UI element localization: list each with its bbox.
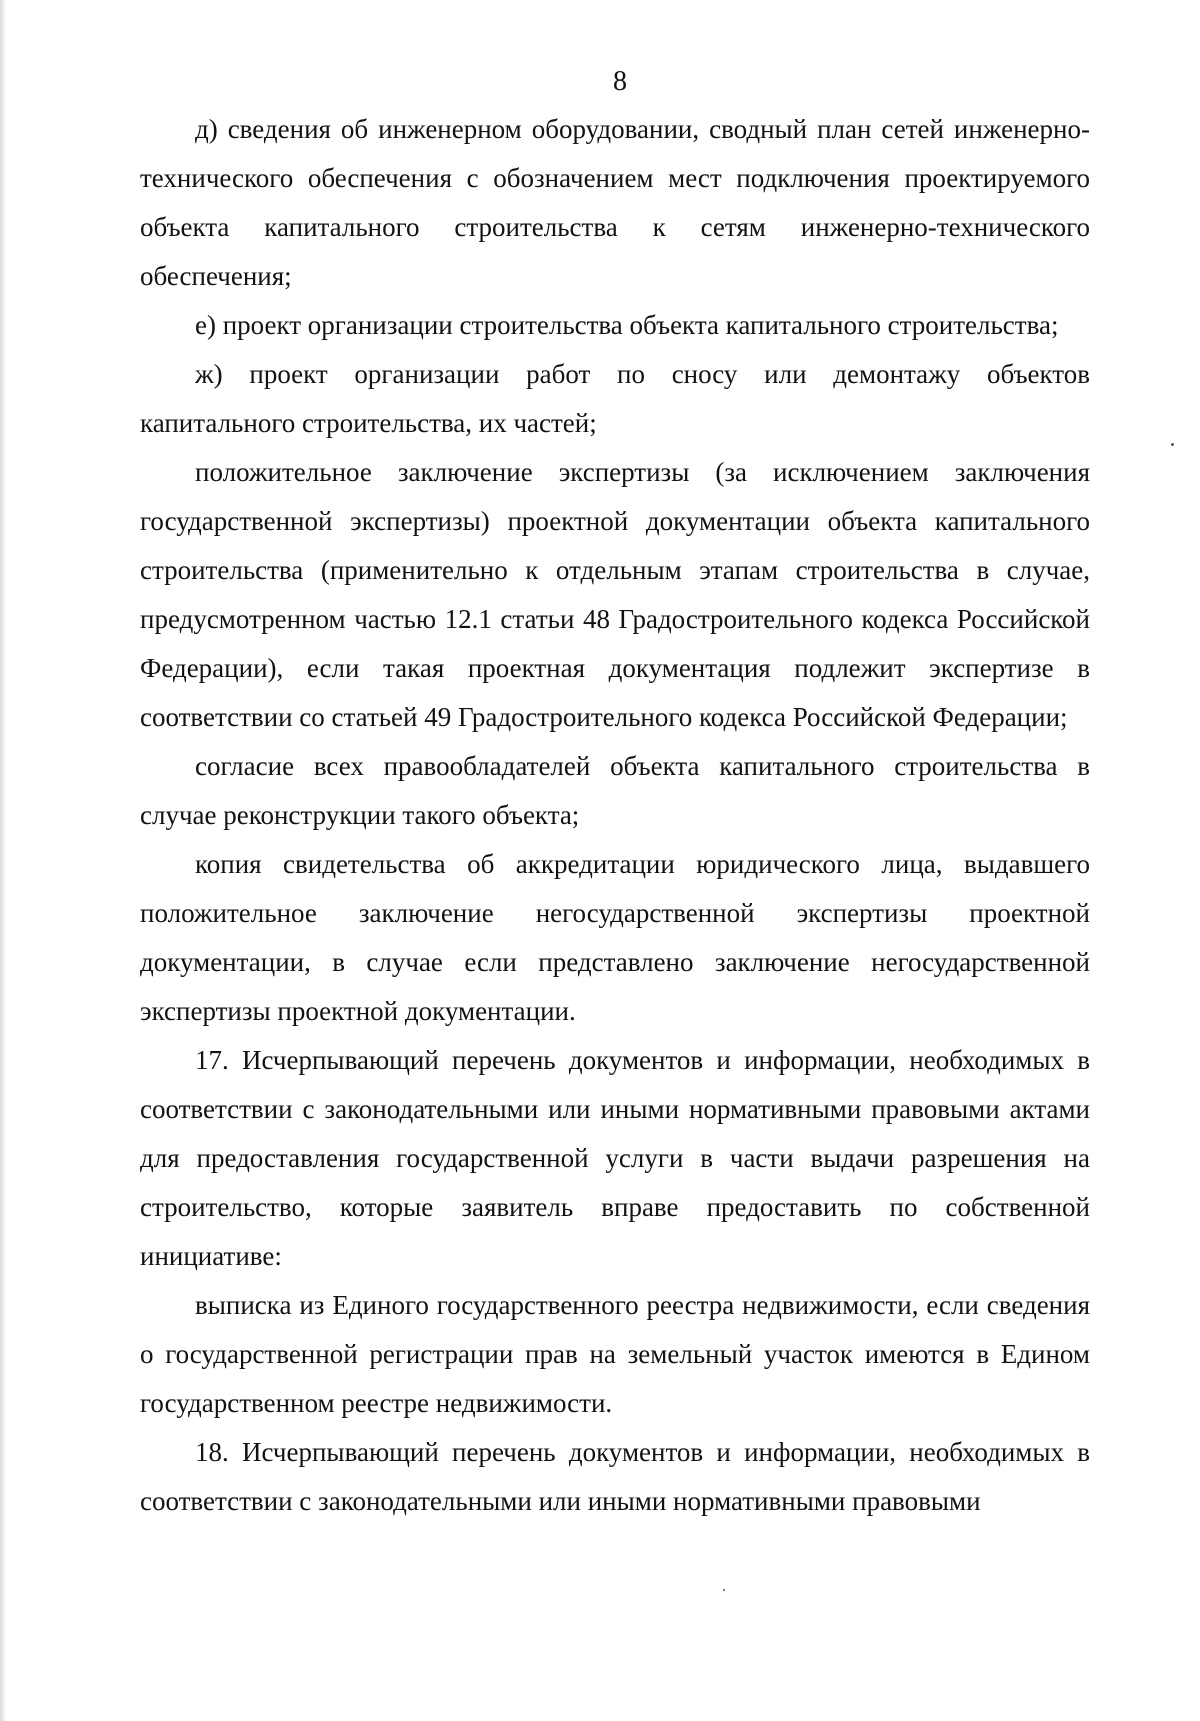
paragraph-17-documents-list: 17. Исчерпывающий перечень документов и информации, необходимых в соответствии с законодательными или иными нормативными правовыми актами для предоставления государственной услуги в части выдачи разрешения на строительство, которые заявитель вправе предоставить по собственной инициативе: [140, 1045, 1090, 1271]
document-body [140, 105, 1090, 1526]
paragraph-zh-demolition-project: ж) проект организации работ по сносу или демонтажу объектов капитального строительства, их частей; [140, 359, 1090, 438]
paragraph-registry-extract: выписка из Единого государственного реестра недвижимости, если сведения о государственной регистрации прав на земельный участок имеются в Едином государственном реестре недвижимости. [140, 1290, 1090, 1418]
scan-speck [723, 1589, 725, 1591]
paragraph-positive-expertise: положительное заключение экспертизы (за исключением заключения государственной экспертизы) проектной документации объекта капитального строительства (применительно к отдельным этапам строительства в случае, предусмотренном частью 12.1 статьи 48 Градостроительного кодекса Российской Федерации), если такая проектная документация подлежит экспертизе в соответствии со статьей 49 Градостроительного кодекса Российской Федерации; [140, 457, 1090, 732]
page-number: 8 [613, 66, 627, 97]
scan-speck [1171, 443, 1174, 446]
paragraph-e-construction-organization: е) проект организации строительства объекта капитального строительства; [195, 310, 1059, 340]
scan-edge-shadow [0, 0, 6, 1721]
paragraph-18-documents-list: 18. Исчерпывающий перечень документов и информации, необходимых в соответствии с законодательными или иными нормативными правовыми [140, 1437, 1090, 1516]
paragraph-owners-consent: согласие всех правообладателей объекта капитального строительства в случае реконструкции такого объекта; [140, 751, 1090, 830]
paragraph-accreditation-copy: копия свидетельства об аккредитации юридического лица, выдавшего положительное заключение негосударственной экспертизы проектной документации, в случае если представлено заключение негосударственной экспертизы проектной документации. [140, 849, 1090, 1026]
paragraph-d-engineering-equipment: д) сведения об инженерном оборудовании, сводный план сетей инженерно-технического обеспечения с обозначением мест подключения проектируемого объекта капитального строительства к сетям инженерно-технического обеспечения; [140, 114, 1090, 291]
